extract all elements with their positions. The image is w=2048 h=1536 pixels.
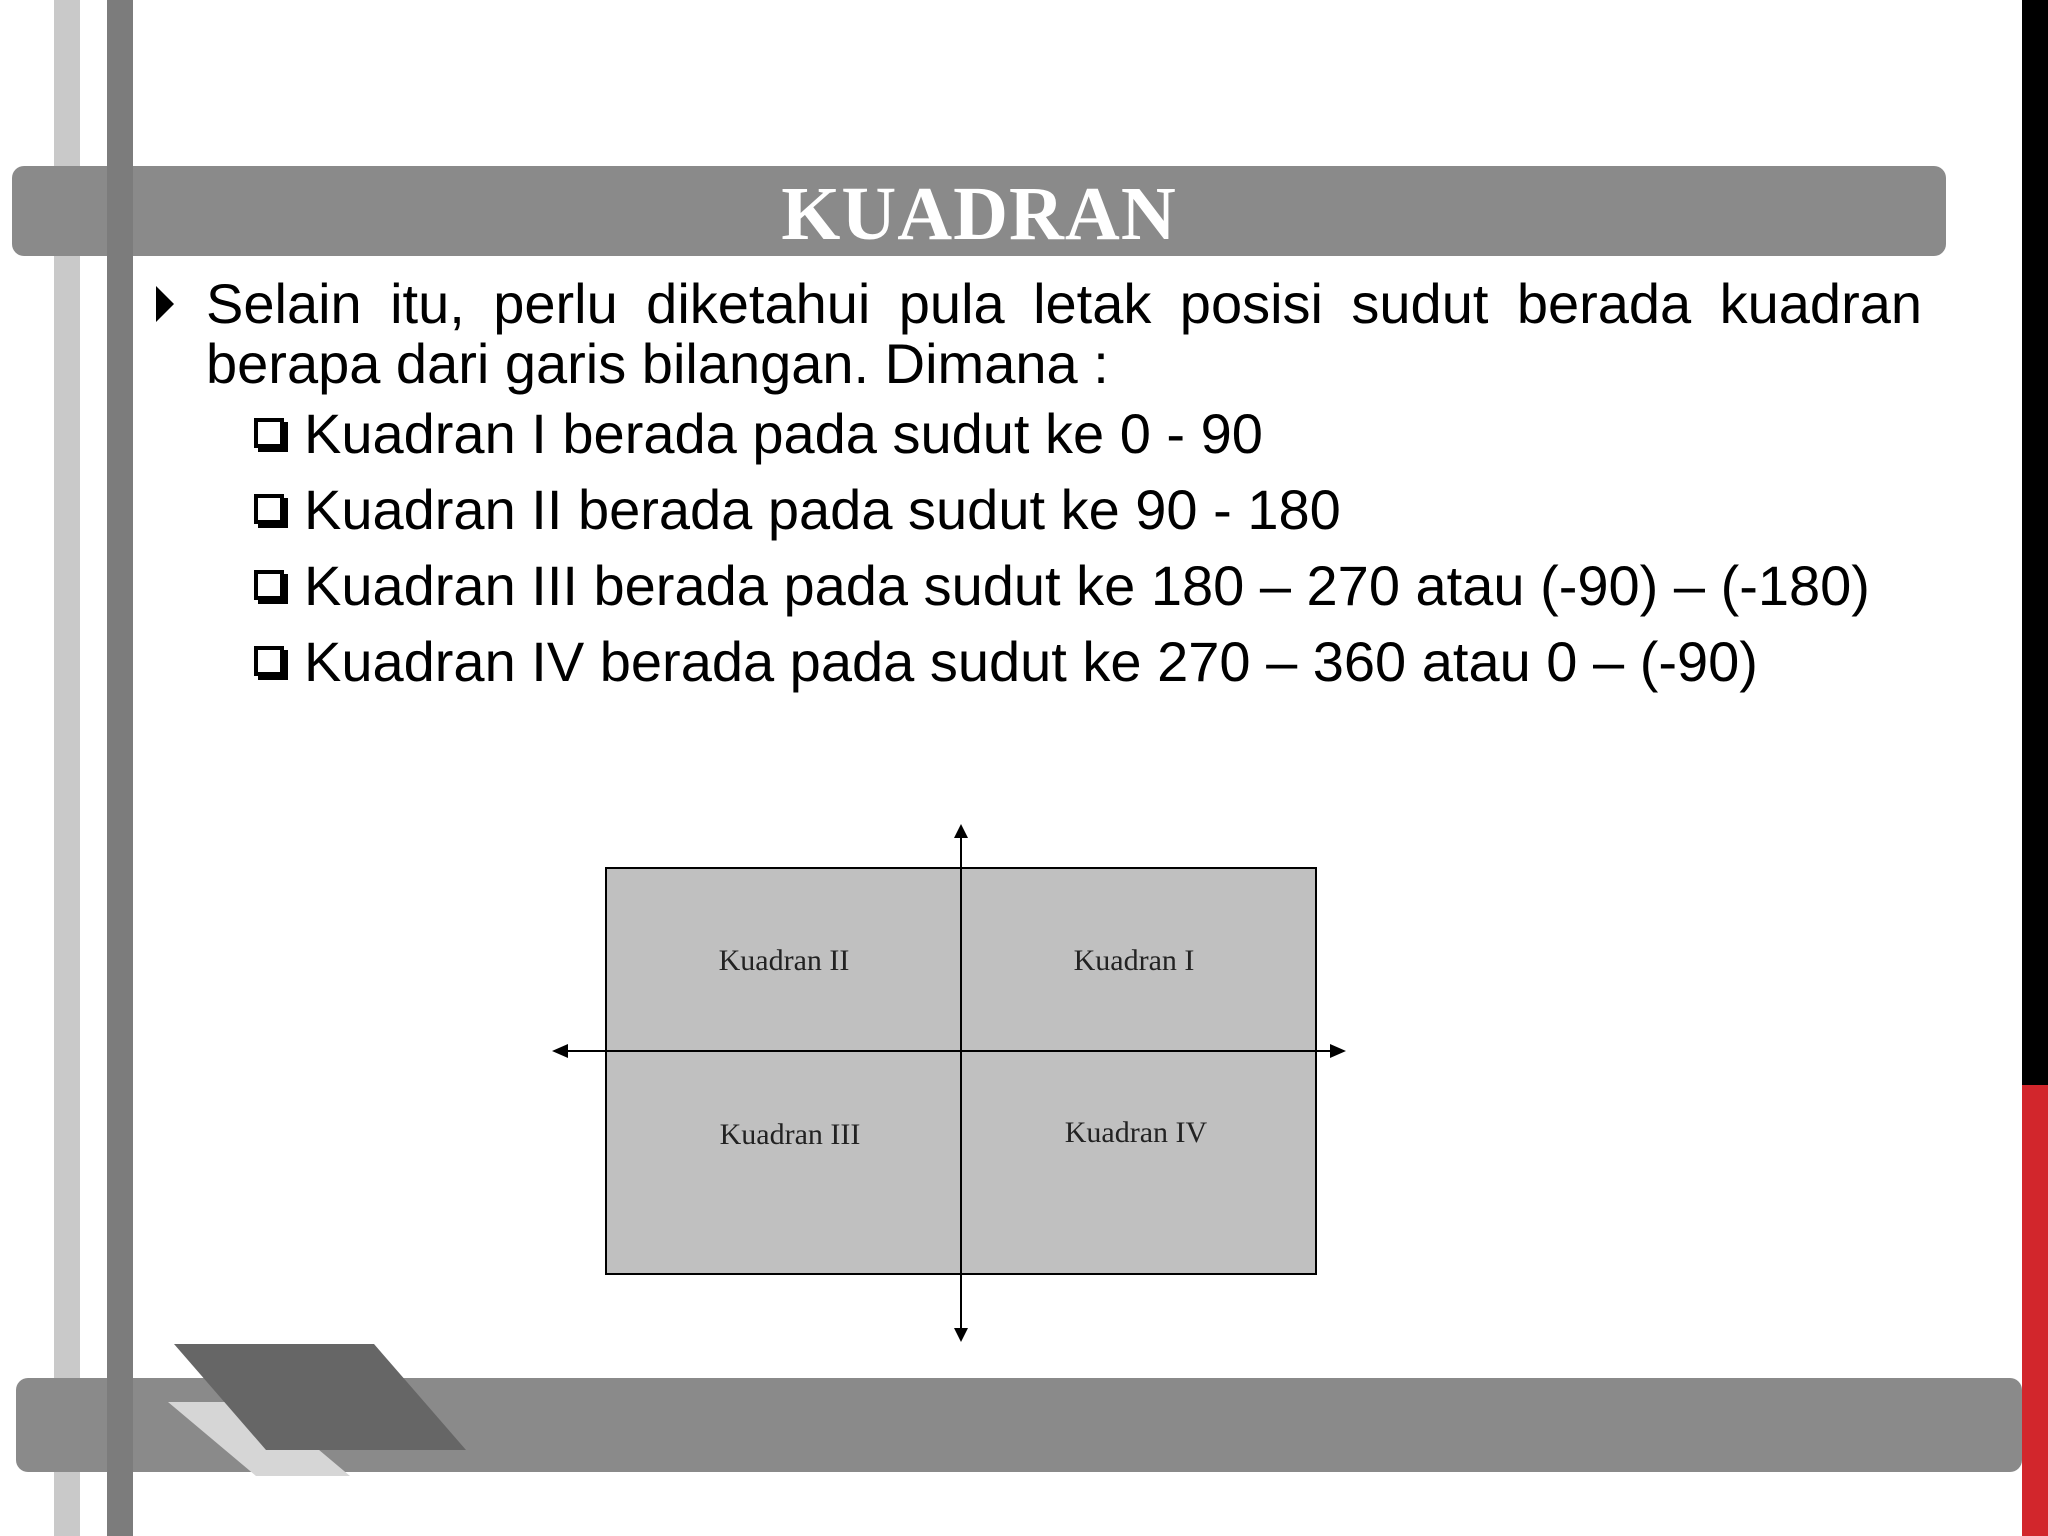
list-item: [150, 556, 1922, 616]
list-item-text: Kuadran IV berada pada sudut ke 270 – 360 atau 0 – (-90): [304, 630, 1758, 693]
decor-right-red-strip: [2018, 1085, 2048, 1536]
decor-right-strip: [2018, 0, 2048, 1085]
slide-title: KUADRAN: [781, 172, 1177, 256]
list-item: [150, 404, 1922, 464]
triangle-bullet-icon: [156, 286, 174, 322]
y-axis-down-arrow-icon: [954, 1328, 968, 1342]
x-axis-left-arrow-icon: [552, 1044, 568, 1058]
list-item-text: Kuadran III berada pada sudut ke 180 – 270 atau (-90) – (-180): [304, 554, 1870, 617]
hollow-square-bullet-icon: [254, 418, 284, 448]
decor-parallelograms: [0, 1330, 520, 1480]
decor-right-divider: [2018, 0, 2022, 1536]
intro-bullet: [150, 274, 1922, 394]
quadrant-label-4: Kuadran IV: [1064, 1116, 1208, 1149]
hollow-square-bullet-icon: [254, 570, 284, 600]
hollow-square-bullet-icon: [254, 494, 284, 524]
quadrant-diagram: [546, 822, 1352, 1352]
y-axis-up-arrow-icon: [954, 824, 968, 838]
hollow-square-bullet-icon: [254, 646, 284, 676]
intro-text: Selain itu, perlu diketahui pula letak posisi sudut berada kuadran berapa dari garis bilangan. Dimana :: [206, 272, 1922, 395]
quadrant-label-2: Kuadran II: [718, 944, 850, 977]
list-item: [150, 480, 1922, 540]
list-item-text: Kuadran II berada pada sudut ke 90 - 180: [304, 478, 1341, 541]
slide-body: [150, 274, 1922, 708]
list-item: [150, 632, 1922, 692]
list-item-text: Kuadran I berada pada sudut ke 0 - 90: [304, 402, 1263, 465]
quadrant-list: [150, 404, 1922, 692]
quadrant-label-1: Kuadran I: [1073, 944, 1195, 977]
x-axis-right-arrow-icon: [1330, 1044, 1346, 1058]
quadrant-label-3: Kuadran III: [719, 1118, 861, 1151]
